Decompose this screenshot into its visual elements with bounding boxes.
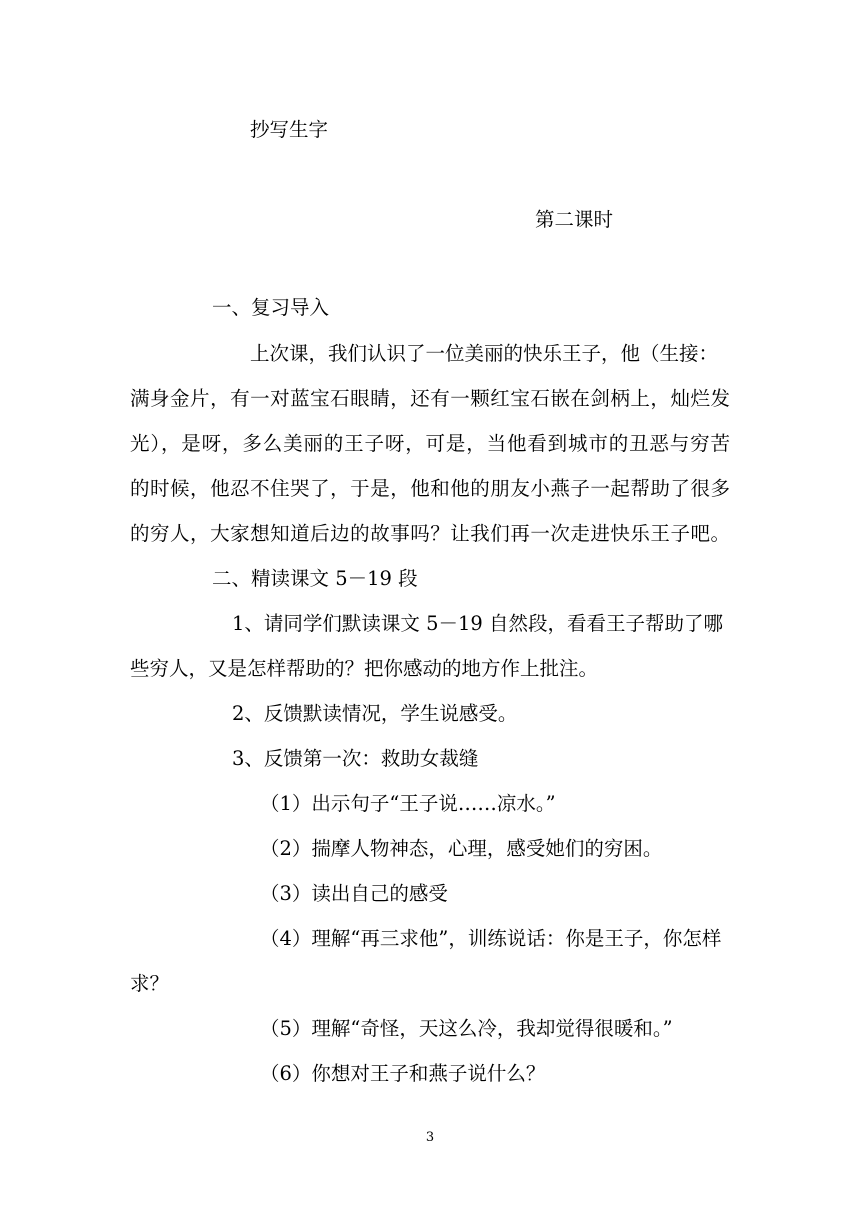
sub-item: （3）读出自己的感受: [260, 882, 448, 905]
list-item: 1、请同学们默读课文 5－19 自然段，看看王子帮助了哪: [232, 612, 724, 635]
paragraph-line: 满身金片，有一对蓝宝石眼睛，还有一颗红宝石嵌在剑柄上，灿烂发: [130, 387, 730, 410]
list-item: 2、反馈默读情况，学生说感受。: [232, 702, 518, 725]
section-heading-close-reading: 二、精读课文 5－19 段: [212, 567, 418, 590]
paragraph-line: 的穷人，大家想知道后边的故事吗？让我们再一次走进快乐王子吧。: [130, 522, 730, 545]
sub-item: （1）出示句子“王子说……凉水。”: [260, 792, 556, 815]
heading-copy-characters: 抄写生字: [250, 118, 329, 141]
list-item-continuation: 些穷人，又是怎样帮助的？把你感动的地方作上批注。: [130, 657, 599, 680]
paragraph-line: 光），是呀，多么美丽的王子呀，可是，当他看到城市的丑恶与穷苦: [130, 432, 730, 455]
list-item: 3、反馈第一次：救助女裁缝: [232, 747, 479, 770]
sub-item-continuation: 求？: [130, 972, 170, 995]
sub-item: （5）理解“奇怪，天这么冷，我却觉得很暖和。”: [260, 1017, 673, 1040]
sub-item: （6）你想对王子和燕子说什么？: [260, 1062, 546, 1085]
sub-item: （4）理解“再三求他”，训练说话：你是王子，你怎样: [260, 927, 722, 950]
page-number: 3: [425, 1130, 435, 1145]
section-heading-review: 一、复习导入: [212, 296, 330, 319]
paragraph-line: 的时候，他忍不住哭了，于是，他和他的朋友小燕子一起帮助了很多: [130, 477, 730, 500]
sub-item: （2）揣摩人物神态，心理，感受她们的穷困。: [260, 837, 663, 860]
heading-second-lesson: 第二课时: [535, 208, 614, 231]
paragraph-line: 上次课，我们认识了一位美丽的快乐王子，他（生接：: [250, 342, 719, 365]
